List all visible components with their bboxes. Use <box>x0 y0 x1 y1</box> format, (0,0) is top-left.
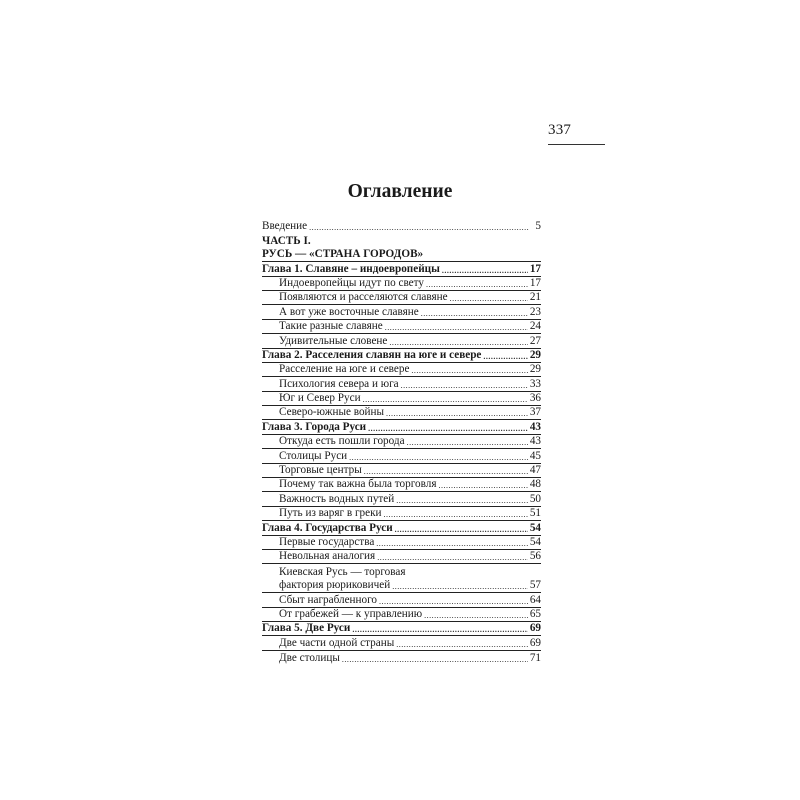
toc-entry-title: ЧАСТЬ I. <box>262 234 311 247</box>
toc-entry-title: Удивительные словене <box>279 334 388 347</box>
toc-dot-leader <box>439 480 528 491</box>
toc-entry-page: 21 <box>529 291 541 304</box>
toc-entry-page: 48 <box>529 478 541 491</box>
toc-entry-page: 23 <box>529 305 541 318</box>
toc-entry-title: РУСЬ — «СТРАНА ГОРОДОВ» <box>262 248 424 261</box>
toc-dot-leader <box>401 380 528 391</box>
toc-entry <box>262 449 541 463</box>
toc-entry-page: 17 <box>529 262 541 275</box>
toc-entry-title: Первые государства <box>279 535 375 548</box>
toc-entry <box>262 377 541 391</box>
toc-entry-title: А вот уже восточные славяне <box>279 305 419 318</box>
toc-entry-title: Важность водных путей <box>279 492 395 505</box>
toc-entry-title: Глава 1. Славяне – индоевропейцы <box>262 262 440 275</box>
toc-entry <box>262 593 541 607</box>
toc-entry <box>262 305 541 319</box>
toc-entry <box>262 636 541 650</box>
toc-entry-title: Киевская Русь — торговая <box>279 565 406 578</box>
toc-dot-leader <box>386 408 528 419</box>
table-of-contents <box>262 219 541 665</box>
toc-entry <box>262 392 541 406</box>
toc-entry <box>262 507 541 521</box>
toc-dot-leader <box>352 624 527 635</box>
toc-entry-heading <box>262 349 541 363</box>
toc-entry <box>262 334 541 348</box>
toc-entry-title: Индоевропейцы идут по свету <box>279 276 424 289</box>
toc-entry-heading <box>262 521 541 535</box>
toc-entry-title: Юг и Север Руси <box>279 392 361 405</box>
toc-dot-leader <box>377 552 528 563</box>
toc-entry-heading <box>262 219 541 233</box>
toc-entry-title: Такие разные славяне <box>279 320 383 333</box>
toc-entry-heading <box>262 248 541 262</box>
toc-entry-title: Столицы Руси <box>279 449 348 462</box>
toc-entry-page: 5 <box>535 220 541 233</box>
toc-dot-leader <box>424 610 528 621</box>
toc-entry-page: 65 <box>529 607 541 620</box>
toc-dot-leader <box>407 437 528 448</box>
toc-entry-heading <box>262 262 541 276</box>
toc-dot-leader <box>376 538 528 549</box>
toc-dot-leader <box>342 654 528 665</box>
toc-entry-title: Глава 5. Две Руси <box>262 622 351 635</box>
toc-entry-title: Две части одной страны <box>279 636 395 649</box>
toc-entry-title: Психология севера и юга <box>279 377 399 390</box>
toc-entry <box>262 651 541 665</box>
toc-entry-page: 47 <box>529 464 541 477</box>
toc-entry-title: Глава 3. Города Руси <box>262 420 367 433</box>
toc-entry-title: От грабежей — к управлению <box>279 607 423 620</box>
toc-entry-page: 71 <box>529 652 541 665</box>
toc-entry-title: Введение <box>262 220 308 233</box>
toc-entry-page: 33 <box>529 377 541 390</box>
toc-entry <box>262 492 541 506</box>
toc-dot-leader <box>384 509 528 520</box>
toc-entry-title: Сбыт награбленного <box>279 593 378 606</box>
toc-dot-leader <box>450 293 528 304</box>
toc-dot-leader <box>426 279 528 290</box>
toc-entry-title: Торговые центры <box>279 464 362 477</box>
toc-entry <box>262 550 541 564</box>
page-number: 337 <box>548 122 572 138</box>
toc-entry-page: 43 <box>529 420 541 433</box>
toc-entry-page: 29 <box>529 348 541 361</box>
toc-entry-title: Путь из варяг в греки <box>279 507 382 520</box>
toc-entry <box>262 363 541 377</box>
toc-entry-page: 51 <box>529 507 541 520</box>
toc-dot-leader <box>368 423 528 434</box>
toc-dot-leader <box>395 524 528 535</box>
toc-entry-title: Невольная аналогия <box>279 550 376 563</box>
toc-title: Оглавление <box>347 181 453 202</box>
toc-entry-page: 50 <box>529 492 541 505</box>
toc-dot-leader <box>389 337 527 348</box>
toc-dot-leader <box>385 322 528 333</box>
toc-entry <box>262 291 541 305</box>
toc-dot-leader <box>349 452 528 463</box>
toc-entry <box>262 579 541 593</box>
toc-dot-leader <box>379 596 528 607</box>
toc-entry-page: 64 <box>529 593 541 606</box>
toc-entry-title: Появляются и расселяются славяне <box>279 291 448 304</box>
toc-dot-leader <box>309 222 529 233</box>
toc-dot-leader <box>396 639 528 650</box>
toc-entry-page: 54 <box>529 521 541 534</box>
toc-entry-page: 43 <box>529 435 541 448</box>
toc-entry <box>262 277 541 291</box>
toc-dot-leader <box>483 351 527 362</box>
toc-entry-title: фактория рюриковичей <box>279 579 391 592</box>
toc-entry-page: 69 <box>529 636 541 649</box>
toc-entry-page: 56 <box>529 550 541 563</box>
toc-dot-leader <box>392 581 528 592</box>
toc-entry-title: Почему так важна была торговля <box>279 478 437 491</box>
toc-entry-page: 45 <box>529 449 541 462</box>
toc-dot-leader <box>364 466 528 477</box>
toc-entry <box>262 478 541 492</box>
toc-dot-leader <box>363 394 528 405</box>
toc-entry-heading <box>262 622 541 636</box>
toc-entry-title: Откуда есть пошли города <box>279 435 405 448</box>
toc-entry-heading <box>262 233 541 247</box>
toc-entry-page: 37 <box>529 406 541 419</box>
toc-entry-page: 17 <box>529 276 541 289</box>
toc-entry-title: Глава 4. Государства Руси <box>262 521 393 534</box>
toc-entry-page: 27 <box>529 334 541 347</box>
toc-dot-leader <box>411 365 527 376</box>
toc-entry-title: Глава 2. Расселения славян на юге и севере <box>262 348 482 361</box>
toc-entry-title: Расселение на юге и севере <box>279 363 410 376</box>
toc-entry-page: 54 <box>529 535 541 548</box>
page-number-rule <box>548 144 605 145</box>
toc-entry <box>262 536 541 550</box>
toc-dot-leader <box>396 495 528 506</box>
toc-entry-heading <box>262 420 541 434</box>
toc-entry-title: Две столицы <box>279 652 340 665</box>
toc-entry <box>262 435 541 449</box>
toc-entry-page: 69 <box>529 622 541 635</box>
toc-dot-leader <box>421 308 528 319</box>
toc-entry <box>262 608 541 622</box>
toc-entry <box>262 406 541 420</box>
toc-entry <box>262 320 541 334</box>
toc-entry-page: 57 <box>529 579 541 592</box>
toc-entry <box>262 464 541 478</box>
toc-dot-leader <box>442 265 528 276</box>
toc-entry-page: 36 <box>529 392 541 405</box>
toc-entry-title: Северо-южные войны <box>279 406 385 419</box>
toc-entry-page: 24 <box>529 320 541 333</box>
toc-entry-page: 29 <box>529 363 541 376</box>
toc-entry <box>262 564 541 578</box>
